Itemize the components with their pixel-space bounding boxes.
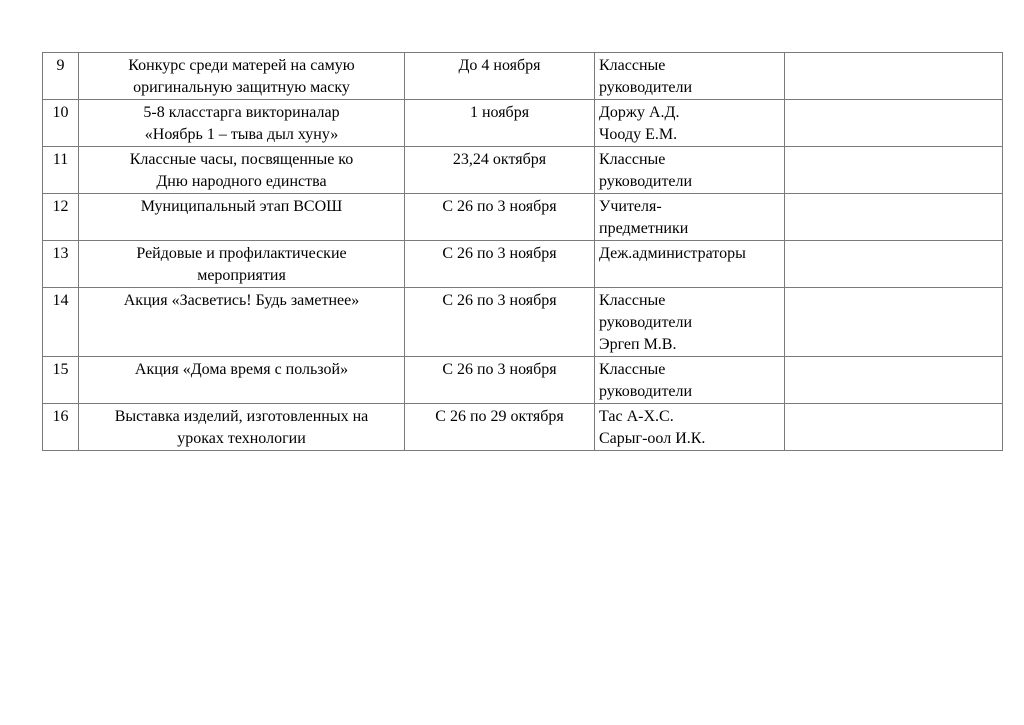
- row-number: 10: [43, 100, 79, 147]
- row-number: 11: [43, 147, 79, 194]
- events-table: [42, 52, 1003, 451]
- note-cell: [785, 100, 1003, 147]
- row-number: 12: [43, 194, 79, 241]
- event-line: уроках технологии: [177, 430, 306, 447]
- table-row: [43, 288, 1003, 357]
- table-row: [43, 194, 1003, 241]
- responsible-line: Тас А-Х.С.: [599, 408, 674, 425]
- table-row: [43, 241, 1003, 288]
- responsible-cell: [595, 241, 785, 288]
- responsible-cell: [595, 404, 785, 451]
- date-cell: С 26 по 3 ноября: [405, 194, 595, 241]
- note-cell: [785, 194, 1003, 241]
- date-cell: 1 ноября: [405, 100, 595, 147]
- event-cell: [79, 147, 405, 194]
- event-line: Рейдовые и профилактические: [136, 245, 347, 262]
- event-cell: [79, 194, 405, 241]
- responsible-line: Доржу А.Д.: [599, 104, 680, 121]
- note-cell: [785, 288, 1003, 357]
- event-line: Акция «Дома время с пользой»: [134, 361, 349, 378]
- responsible-line: Классные: [599, 292, 666, 309]
- event-cell: [79, 288, 405, 357]
- event-cell: [79, 53, 405, 100]
- responsible-line: руководители: [599, 383, 693, 400]
- responsible-line: Классные: [599, 151, 666, 168]
- date-cell: С 26 по 29 октября: [405, 404, 595, 451]
- row-number: 14: [43, 288, 79, 357]
- responsible-line: руководители: [599, 79, 693, 96]
- event-line: Классные часы, посвященные ко: [129, 151, 354, 168]
- responsible-line: Эргеп М.В.: [599, 336, 677, 353]
- table-row: [43, 404, 1003, 451]
- note-cell: [785, 241, 1003, 288]
- responsible-cell: [595, 147, 785, 194]
- responsible-line: предметники: [599, 220, 689, 237]
- note-cell: [785, 147, 1003, 194]
- responsible-line: Деж.администраторы: [599, 245, 746, 262]
- date-cell: С 26 по 3 ноября: [405, 357, 595, 404]
- responsible-line: Классные: [599, 361, 666, 378]
- responsible-line: Учителя-: [599, 198, 662, 215]
- table-row: [43, 357, 1003, 404]
- responsible-line: Чооду Е.М.: [599, 126, 678, 143]
- table-row: [43, 53, 1003, 100]
- table-row: [43, 147, 1003, 194]
- responsible-cell: [595, 194, 785, 241]
- responsible-cell: [595, 100, 785, 147]
- note-cell: [785, 404, 1003, 451]
- responsible-line: Сарыг-оол И.К.: [599, 430, 706, 447]
- event-cell: [79, 241, 405, 288]
- date-cell: С 26 по 3 ноября: [405, 241, 595, 288]
- row-number: 15: [43, 357, 79, 404]
- event-line: мероприятия: [197, 267, 286, 284]
- row-number: 9: [43, 53, 79, 100]
- date-cell: 23,24 октября: [405, 147, 595, 194]
- note-cell: [785, 53, 1003, 100]
- row-number: 13: [43, 241, 79, 288]
- date-cell: До 4 ноября: [405, 53, 595, 100]
- event-line: 5-8 класстарга викториналар: [143, 104, 340, 121]
- row-number: 16: [43, 404, 79, 451]
- event-line: оригинальную защитную маску: [133, 79, 350, 96]
- responsible-line: руководители: [599, 314, 693, 331]
- event-line: Акция «Засветись! Будь заметнее»: [123, 292, 360, 309]
- event-line: Выставка изделий, изготовленных на: [114, 408, 369, 425]
- event-cell: [79, 357, 405, 404]
- responsible-line: руководители: [599, 173, 693, 190]
- event-line: «Ноябрь 1 – тыва дыл хуну»: [144, 126, 339, 143]
- table-row: [43, 100, 1003, 147]
- event-cell: [79, 404, 405, 451]
- event-cell: [79, 100, 405, 147]
- responsible-cell: [595, 53, 785, 100]
- event-line: Конкурс среди матерей на самую: [128, 57, 355, 74]
- date-cell: С 26 по 3 ноября: [405, 288, 595, 357]
- responsible-cell: [595, 357, 785, 404]
- event-line: Дню народного единства: [156, 173, 327, 190]
- note-cell: [785, 357, 1003, 404]
- responsible-line: Классные: [599, 57, 666, 74]
- event-line: Муниципальный этап ВСОШ: [140, 198, 343, 215]
- responsible-cell: [595, 288, 785, 357]
